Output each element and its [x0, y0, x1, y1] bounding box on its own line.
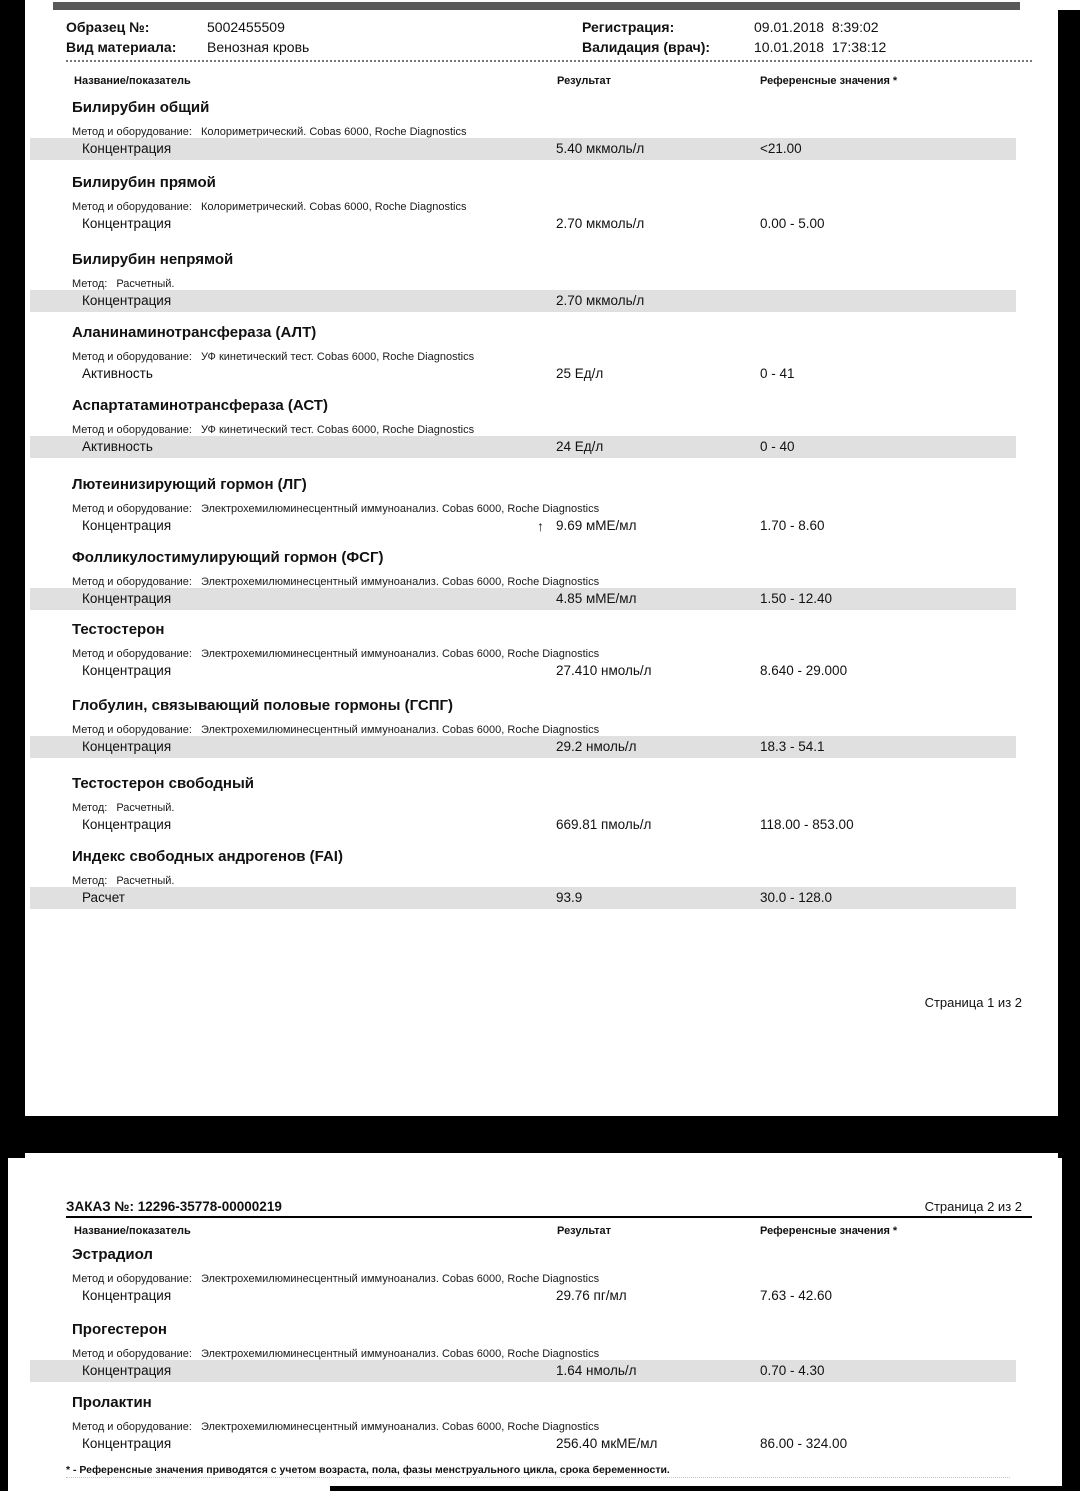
- row-label: Концентрация: [82, 1288, 172, 1303]
- method-label: Метод и оборудование:: [72, 503, 192, 515]
- method-text: Электрохемилюминесцентный иммуноанализ. Cobas 6000, Roche Diagnostics: [200, 724, 600, 736]
- row-label: Концентрация: [82, 293, 172, 308]
- dotted-separator: [66, 60, 1032, 62]
- result-row: [30, 660, 1016, 682]
- result-row: [30, 887, 1016, 909]
- row-label: Концентрация: [82, 216, 172, 231]
- order-underline: [66, 1216, 1032, 1218]
- test-name: Билирубин прямой: [72, 174, 216, 191]
- result-row: [30, 515, 1016, 537]
- method-text: УФ кинетический тест. Cobas 6000, Roche Diagnostics: [200, 351, 475, 363]
- test-name: Эстрадиол: [72, 1246, 153, 1263]
- result-row: [30, 436, 1016, 458]
- result-value: 24 Ед/л: [556, 439, 604, 454]
- test-method: [72, 1421, 599, 1433]
- reference-value: 30.0 - 128.0: [760, 890, 833, 905]
- column-reference-header: Референсные значения *: [760, 1225, 898, 1237]
- method-text: Расчетный.: [116, 278, 175, 290]
- row-label: Активность: [82, 366, 153, 381]
- test-section: [0, 252, 1080, 314]
- test-section: [0, 398, 1080, 460]
- reference-value: 0 - 41: [760, 366, 795, 381]
- column-result-header: Результат: [557, 75, 612, 87]
- test-section: [0, 100, 1080, 162]
- material-type-label: Вид материала:: [66, 39, 177, 55]
- row-label: Концентрация: [82, 518, 172, 533]
- row-label: Концентрация: [82, 663, 172, 678]
- method-label: Метод и оборудование:: [72, 201, 192, 213]
- test-section: [0, 622, 1080, 684]
- method-text: Расчетный.: [116, 802, 175, 814]
- high-flag-icon: ↑: [537, 518, 544, 534]
- result-row: [30, 1360, 1016, 1382]
- validation-value: 10.01.2018 17:38:12: [754, 39, 887, 55]
- method-text: Расчетный.: [116, 875, 175, 887]
- test-section: [0, 477, 1080, 539]
- bottom-dotted-separator: [66, 1477, 1010, 1478]
- reference-value: 0.00 - 5.00: [760, 216, 825, 231]
- result-row: [30, 1285, 1016, 1307]
- test-method: [72, 576, 599, 588]
- row-label: Расчет: [82, 890, 125, 905]
- result-row: [30, 138, 1016, 160]
- result-value: 29.76 пг/мл: [556, 1288, 627, 1303]
- result-value: 4.85 мМЕ/мл: [556, 591, 637, 606]
- row-label: Концентрация: [82, 1436, 172, 1451]
- table-header-page2: [0, 1224, 1080, 1238]
- test-method: [72, 424, 474, 436]
- test-method: [72, 875, 174, 887]
- result-value: 1.64 нмоль/л: [556, 1363, 637, 1378]
- sample-number-value: 5002455509: [207, 19, 285, 35]
- test-method: [72, 126, 466, 138]
- test-section: [0, 849, 1080, 911]
- method-text: Колориметрический. Cobas 6000, Roche Diagnostics: [200, 126, 467, 138]
- test-section: [0, 1247, 1080, 1309]
- page2-number: Страница 2 из 2: [924, 1199, 1022, 1214]
- result-value: 5.40 мкмоль/л: [556, 141, 645, 156]
- result-row: [30, 736, 1016, 758]
- method-label: Метод и оборудование:: [72, 576, 192, 588]
- reference-footnote: * - Референсные значения приводятся с учетом возраста, пола, фазы менструального цикла, срока беременности.: [66, 1464, 670, 1476]
- row-label: Активность: [82, 439, 153, 454]
- column-name-header: Название/показатель: [74, 75, 191, 87]
- sample-header-line: [0, 17, 1080, 37]
- test-method: [72, 503, 599, 515]
- result-value: 29.2 нмоль/л: [556, 739, 637, 754]
- sample-number-label: Образец №:: [66, 19, 150, 35]
- test-name: Прогестерон: [72, 1321, 167, 1338]
- test-section: [0, 325, 1080, 387]
- reference-value: 0 - 40: [760, 439, 795, 454]
- test-section: [0, 698, 1080, 760]
- method-label: Метод и оборудование:: [72, 1421, 192, 1433]
- result-value: 25 Ед/л: [556, 366, 604, 381]
- test-name: Аланинаминотрансфераза (АЛТ): [72, 324, 317, 341]
- method-label: Метод и оборудование:: [72, 1273, 192, 1285]
- row-label: Концентрация: [82, 591, 172, 606]
- result-row: [30, 290, 1016, 312]
- test-method: [72, 201, 466, 213]
- test-method: [72, 1348, 599, 1360]
- method-text: Колориметрический. Cobas 6000, Roche Diagnostics: [200, 201, 467, 213]
- method-label: Метод:: [72, 802, 108, 814]
- row-label: Концентрация: [82, 1363, 172, 1378]
- test-name: Индекс свободных андрогенов (FAI): [72, 848, 343, 865]
- test-name: Билирубин общий: [72, 99, 210, 116]
- registration-value: 09.01.2018 8:39:02: [754, 19, 879, 35]
- page1-number: Страница 1 из 2: [924, 995, 1022, 1010]
- result-row: [30, 588, 1016, 610]
- result-value: 256.40 мкМЕ/мл: [556, 1436, 658, 1451]
- test-section: [0, 1322, 1080, 1384]
- result-row: [30, 363, 1016, 385]
- result-value: 2.70 мкмоль/л: [556, 216, 645, 231]
- method-text: Электрохемилюминесцентный иммуноанализ. Cobas 6000, Roche Diagnostics: [200, 576, 600, 588]
- row-label: Концентрация: [82, 817, 172, 832]
- method-text: Электрохемилюминесцентный иммуноанализ. Cobas 6000, Roche Diagnostics: [200, 503, 600, 515]
- reference-value: 86.00 - 324.00: [760, 1436, 848, 1451]
- test-name: Аспартатаминотрансфераза (АСТ): [72, 397, 328, 414]
- test-name: Глобулин, связывающий половые гормоны (ГСПГ): [72, 697, 454, 714]
- method-label: Метод и оборудование:: [72, 351, 192, 363]
- registration-label: Регистрация:: [582, 19, 675, 35]
- result-value: 27.410 нмоль/л: [556, 663, 652, 678]
- column-result-header: Результат: [557, 1225, 612, 1237]
- column-name-header: Название/показатель: [74, 1225, 191, 1237]
- method-text: Электрохемилюминесцентный иммуноанализ. Cobas 6000, Roche Diagnostics: [200, 1348, 600, 1360]
- result-value: 669.81 пмоль/л: [556, 817, 652, 832]
- test-name: Лютеинизирующий гормон (ЛГ): [72, 476, 307, 493]
- method-label: Метод и оборудование:: [72, 424, 192, 436]
- column-reference-header: Референсные значения *: [760, 75, 898, 87]
- row-label: Концентрация: [82, 141, 172, 156]
- result-row: [30, 1433, 1016, 1455]
- reference-value: 8.640 - 29.000: [760, 663, 848, 678]
- test-method: [72, 648, 599, 660]
- method-text: Электрохемилюминесцентный иммуноанализ. Cobas 6000, Roche Diagnostics: [200, 1421, 600, 1433]
- order-number: ЗАКАЗ №: 12296-35778-00000219: [66, 1199, 282, 1214]
- test-name: Фолликулостимулирующий гормон (ФСГ): [72, 549, 384, 566]
- result-value: 2.70 мкмоль/л: [556, 293, 645, 308]
- test-method: [72, 802, 174, 814]
- method-label: Метод:: [72, 278, 108, 290]
- test-name: Билирубин непрямой: [72, 251, 234, 268]
- test-name: Тестостерон свободный: [72, 775, 254, 792]
- reference-value: 1.70 - 8.60: [760, 518, 825, 533]
- result-value: 9.69 мМЕ/мл: [556, 518, 637, 533]
- reference-value: 1.50 - 12.40: [760, 591, 833, 606]
- method-text: УФ кинетический тест. Cobas 6000, Roche Diagnostics: [200, 424, 475, 436]
- test-section: [0, 1395, 1080, 1457]
- test-name: Тестостерон: [72, 621, 165, 638]
- method-text: Электрохемилюминесцентный иммуноанализ. Cobas 6000, Roche Diagnostics: [200, 648, 600, 660]
- result-row: [30, 213, 1016, 235]
- validation-label: Валидация (врач):: [582, 39, 711, 55]
- method-label: Метод:: [72, 875, 108, 887]
- test-method: [72, 724, 599, 736]
- test-method: [72, 351, 474, 363]
- reference-value: 18.3 - 54.1: [760, 739, 825, 754]
- test-section: [0, 175, 1080, 237]
- method-label: Метод и оборудование:: [72, 126, 192, 138]
- method-label: Метод и оборудование:: [72, 1348, 192, 1360]
- reference-value: <21.00: [760, 141, 802, 156]
- method-label: Метод и оборудование:: [72, 648, 192, 660]
- test-method: [72, 278, 174, 290]
- test-name: Пролактин: [72, 1394, 152, 1411]
- material-header-line: [0, 37, 1080, 57]
- method-text: Электрохемилюминесцентный иммуноанализ. Cobas 6000, Roche Diagnostics: [200, 1273, 600, 1285]
- reference-value: 7.63 - 42.60: [760, 1288, 833, 1303]
- test-method: [72, 1273, 599, 1285]
- row-label: Концентрация: [82, 739, 172, 754]
- reference-value: 0.70 - 4.30: [760, 1363, 825, 1378]
- result-value: 93.9: [556, 890, 583, 905]
- method-label: Метод и оборудование:: [72, 724, 192, 736]
- reference-value: 118.00 - 853.00: [760, 817, 854, 832]
- material-type-value: Венозная кровь: [207, 39, 310, 55]
- test-section: [0, 776, 1080, 838]
- test-section: [0, 550, 1080, 612]
- result-row: [30, 814, 1016, 836]
- table-header-page1: [0, 74, 1080, 88]
